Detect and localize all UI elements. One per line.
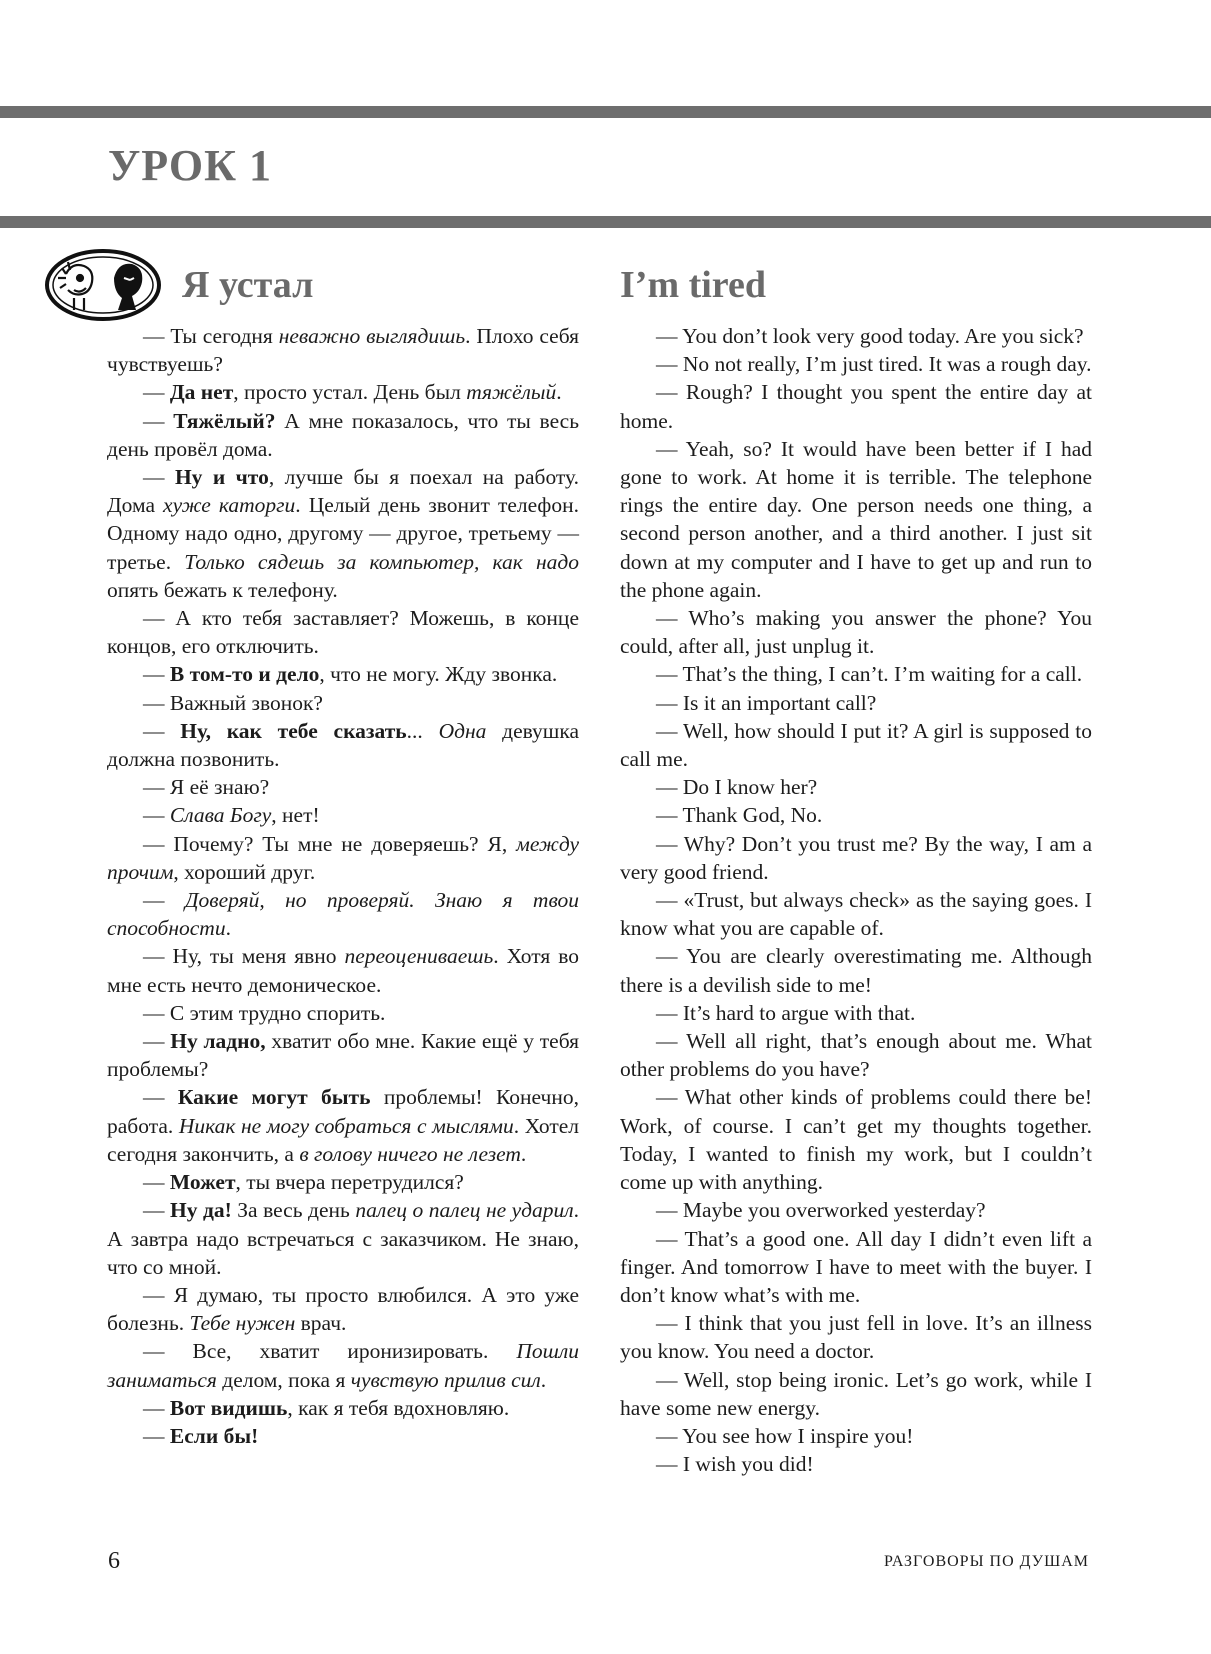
russian-dialogue-column bbox=[107, 322, 579, 1450]
text-run: , лучше бы я поехал на работу. Дома bbox=[107, 465, 580, 518]
dialogue-line-ru bbox=[107, 463, 579, 604]
text-run: За весь день bbox=[231, 1198, 356, 1223]
text-run: — bbox=[143, 803, 170, 828]
text-run: — Все, хватит иронизировать. bbox=[143, 1339, 517, 1364]
dialogue-line-ru bbox=[107, 1281, 579, 1337]
text-run: . bbox=[540, 1367, 547, 1392]
italic-phrase: Только сядешь за компьютер, как надо bbox=[184, 549, 579, 574]
dialogue-title-en: I’m tired bbox=[620, 264, 766, 306]
bold-phrase: В том-то и дело bbox=[169, 662, 320, 687]
dialogue-line-ru bbox=[107, 717, 579, 773]
text-run: — bbox=[143, 662, 170, 687]
italic-phrase: Одна bbox=[438, 718, 487, 743]
dialogue-line-en: — You don’t look very good today. Are you sick? bbox=[656, 324, 1084, 348]
text-run: — С этим трудно спорить. bbox=[143, 1000, 386, 1025]
dialogue-line-en: — No not really, I’m just tired. It was a rough day. bbox=[656, 352, 1092, 377]
dialogue-line-ru bbox=[107, 604, 579, 660]
text-run: делом, пока я bbox=[216, 1367, 351, 1392]
bold-phrase: Ну да! bbox=[170, 1198, 232, 1223]
dialogue-line-en: — Well, how should I put it? A girl is supposed to call me. bbox=[620, 718, 1092, 772]
english-dialogue-column bbox=[620, 322, 1092, 1478]
text-run: опять бежать к телефону. bbox=[107, 577, 338, 602]
text-run: , ты вчера перетрудился? bbox=[235, 1170, 464, 1195]
bold-phrase: Да нет bbox=[169, 380, 234, 405]
italic-phrase: переоцениваешь bbox=[344, 944, 494, 969]
lesson-title: УРОК 1 bbox=[108, 141, 273, 190]
dialogue-line-ru bbox=[107, 407, 579, 463]
text-run: . Хотя во мне есть нечто демоническое. bbox=[107, 944, 579, 997]
text-run: — bbox=[143, 1029, 171, 1054]
text-run: — А кто тебя заставляет? Можешь, в конце концов, его отключить. bbox=[107, 606, 579, 659]
dialogue-line-ru bbox=[107, 886, 579, 942]
bold-phrase: Какие могут быть bbox=[177, 1085, 371, 1110]
dialogue-line-en: — That’s a good one. All day I didn’t even lift a finger. And tomorrow I have to meet with the buyer. I don’t know what’s with me. bbox=[620, 1226, 1092, 1307]
page-number: 6 bbox=[108, 1548, 120, 1574]
book-title-footer: РАЗГОВОРЫ ПО ДУШАМ bbox=[884, 1553, 1089, 1570]
dialogue-line-en: — I wish you did! bbox=[656, 1452, 814, 1477]
dialogue-line-en: — You are clearly overestimating me. Although there is a devilish side to me! bbox=[620, 944, 1092, 997]
text-run: , просто устал. День был bbox=[233, 380, 467, 405]
dialogue-line-en: — Why? Don’t you trust me? By the way, I am a very good friend. bbox=[620, 831, 1092, 884]
dialogue-line-en: — Who’s making you answer the phone? You could, after all, just unplug it. bbox=[620, 606, 1092, 659]
dialogue-line-en: — You see how I inspire you! bbox=[656, 1423, 914, 1448]
dialogue-line-ru bbox=[107, 801, 579, 829]
bold-phrase: Ну и что bbox=[174, 465, 269, 490]
dialogue-line-ru bbox=[107, 942, 579, 998]
text-run: — bbox=[143, 1170, 170, 1195]
dialogue-line-en: — Thank God, No. bbox=[656, 803, 823, 828]
text-run: — bbox=[143, 1198, 170, 1223]
dialogue-line-en: — I think that you just fell in love. It’s an illness you know. You need a doctor. bbox=[620, 1311, 1092, 1364]
dialogue-line-en: — «Trust, but always check» as the saying goes. I know what you are capable of. bbox=[620, 888, 1092, 941]
bold-phrase: Ну ладно, bbox=[170, 1029, 266, 1054]
dialogue-title-ru: Я устал bbox=[182, 264, 314, 306]
dialogue-line-ru bbox=[107, 322, 579, 378]
dialogue-line-en: — Well, stop being ironic. Let’s go work, while I have some new energy. bbox=[620, 1367, 1092, 1420]
text-run: — Почему? Ты мне не доверяешь? Я, bbox=[143, 831, 517, 856]
dialogue-line-en: — Rough? I thought you spent the entire day at home. bbox=[620, 380, 1092, 433]
dialogue-line-ru bbox=[107, 1083, 579, 1168]
dialogue-line-ru bbox=[107, 773, 579, 801]
text-run: хватит обо мне. Какие ещё у тебя проблемы? bbox=[107, 1029, 579, 1082]
italic-phrase: тяжёлый bbox=[466, 380, 557, 405]
bold-phrase: Вот видишь bbox=[169, 1395, 288, 1420]
text-run: , что не могу. Жду звонка. bbox=[319, 662, 558, 687]
text-run: — bbox=[143, 465, 175, 490]
dialogue-line-ru bbox=[107, 999, 579, 1027]
dialogue-line-en: — Yeah, so? It would have been better if I had gone to work. At home it is terrible. The telephone rings the entire day. One person needs one thing, a second person another, and a third another. I just sit down at my computer and I have to get up and run to the phone again. bbox=[620, 436, 1092, 602]
italic-phrase: неважно выглядишь bbox=[278, 324, 466, 348]
header-rule-bottom bbox=[0, 216, 1211, 228]
text-run: . Хотел сегодня закончить, а bbox=[107, 1113, 579, 1166]
dialogue-line-ru bbox=[107, 660, 579, 688]
text-run: , как я тебя вдохновляю. bbox=[287, 1395, 510, 1420]
text-run: . Плохо себя чувствуешь? bbox=[107, 324, 580, 377]
italic-phrase: Пошли заниматься bbox=[107, 1339, 579, 1392]
two-faces-emblem-icon bbox=[44, 248, 162, 322]
text-run: — Я думаю, ты просто влюбился. А это уже болезнь. bbox=[107, 1282, 579, 1336]
text-run: ... bbox=[406, 718, 439, 743]
dialogue-line-en: — Is it an important call? bbox=[656, 690, 877, 715]
dialogue-line-ru bbox=[107, 1027, 579, 1083]
text-run: А мне показалось, что ты весь день провёл дома. bbox=[107, 408, 580, 461]
dialogue-line-en: — Do I know her? bbox=[656, 775, 818, 800]
bold-phrase: Тяжёлый? bbox=[173, 408, 276, 433]
header-rule-top bbox=[0, 106, 1211, 118]
text-run: девушка должна позвонить. bbox=[107, 718, 580, 772]
text-run: — Ты сегодня bbox=[143, 324, 279, 348]
italic-phrase: Никак не могу собраться с мыслями bbox=[178, 1113, 514, 1138]
italic-phrase: между прочим bbox=[107, 831, 579, 884]
text-run: — bbox=[143, 1395, 170, 1420]
dialogue-line-ru bbox=[107, 1337, 579, 1393]
bold-phrase: Если бы! bbox=[169, 1423, 259, 1448]
text-run: — bbox=[143, 888, 185, 913]
text-run: . А завтра надо встречаться с заказчиком. Не знаю, что со мной. bbox=[107, 1198, 580, 1279]
dialogue-line-ru bbox=[107, 1196, 579, 1281]
text-run: — bbox=[143, 380, 170, 405]
dialogue-line-en: — Well all right, that’s enough about me. What other problems do you have? bbox=[620, 1029, 1092, 1082]
bold-phrase: Ну, как тебе сказать bbox=[180, 718, 407, 743]
dialogue-line-ru bbox=[107, 1168, 579, 1196]
italic-phrase: в голову ничего не лезет bbox=[299, 1141, 521, 1166]
dialogue-line-ru bbox=[107, 378, 579, 406]
dialogue-line-ru bbox=[107, 830, 579, 886]
text-run: , хороший друг. bbox=[173, 859, 316, 884]
italic-phrase: Доверяй, но проверяй. Знаю я твои способности bbox=[107, 888, 580, 941]
italic-phrase: Тебе нужен bbox=[189, 1311, 296, 1336]
dialogue-line-ru bbox=[107, 689, 579, 717]
text-run: врач. bbox=[295, 1311, 347, 1336]
dialogue-line-en: — It’s hard to argue with that. bbox=[656, 1000, 916, 1025]
text-run: — bbox=[143, 1423, 170, 1448]
italic-phrase: Слава Богу bbox=[169, 803, 272, 828]
text-run: . Целый день звонит телефон. Одному надо одно, другому — другое, третьему — третье. bbox=[107, 493, 579, 574]
dialogue-line-en: — What other kinds of problems could there be! Work, of course. I can’t get my thoughts together. Today, I wanted to finish my work, but I couldn’t come up with anything. bbox=[620, 1085, 1092, 1195]
text-run: , нет! bbox=[271, 803, 320, 828]
text-run: — Ну, ты меня явно bbox=[143, 944, 345, 969]
bold-phrase: Может bbox=[169, 1170, 236, 1195]
italic-phrase: чувствую прилив сил bbox=[350, 1367, 541, 1392]
text-run: . bbox=[225, 916, 231, 941]
text-run: проблемы! Конечно, работа. bbox=[107, 1085, 580, 1138]
text-run: — Я её знаю? bbox=[143, 775, 270, 800]
text-run: — bbox=[143, 408, 174, 433]
text-run: . bbox=[556, 380, 562, 405]
dialogue-line-en: — That’s the thing, I can’t. I’m waiting for a call. bbox=[656, 662, 1083, 687]
italic-phrase: палец о палец не ударил bbox=[355, 1198, 574, 1223]
text-run: — bbox=[143, 718, 181, 743]
text-run: — bbox=[143, 1085, 178, 1110]
text-run: . bbox=[520, 1141, 527, 1166]
italic-phrase: хуже каторги bbox=[163, 493, 296, 518]
dialogue-line-en: — Maybe you overworked yesterday? bbox=[656, 1198, 986, 1223]
text-run: — Важный звонок? bbox=[143, 690, 323, 715]
dialogue-line-ru bbox=[107, 1394, 579, 1422]
dialogue-line-ru bbox=[107, 1422, 579, 1450]
